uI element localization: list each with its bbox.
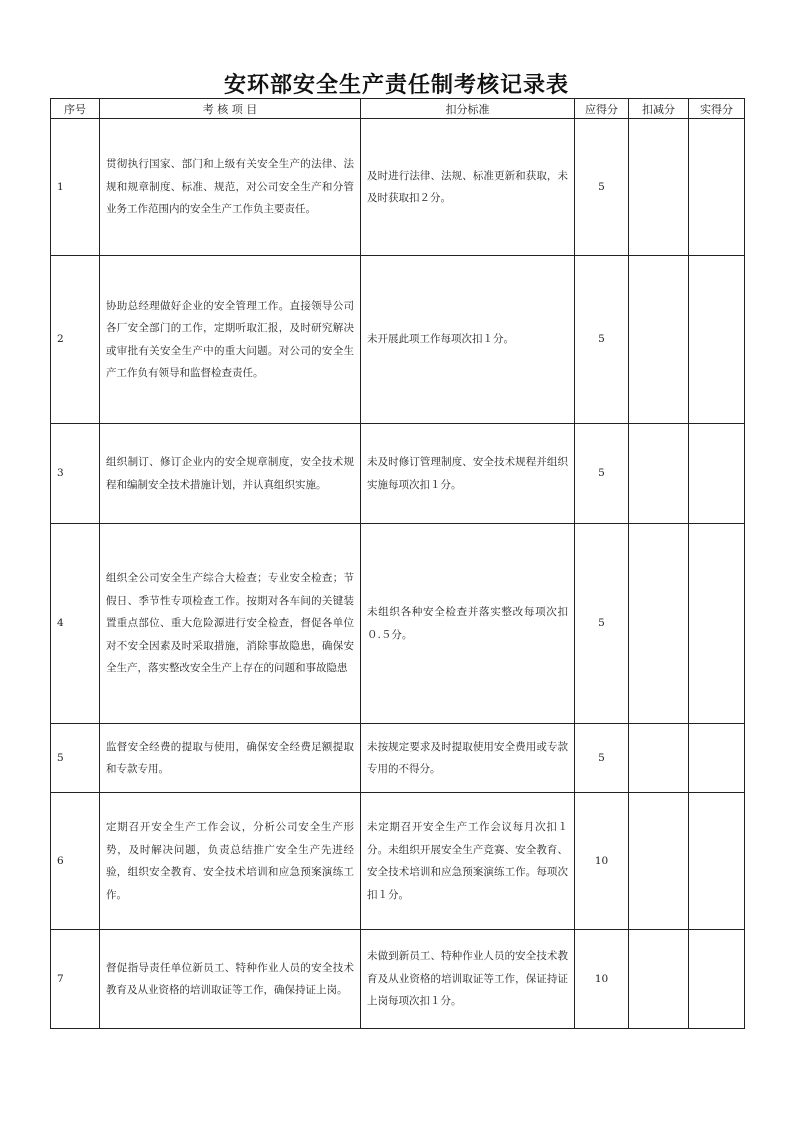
row-deduct <box>629 793 689 930</box>
header-item: 考 核 项 目 <box>100 99 361 119</box>
row-no: 6 <box>51 793 100 930</box>
row-score: 5 <box>575 256 629 424</box>
row-deduct <box>629 424 689 524</box>
row-actual <box>689 793 745 930</box>
row-deduct <box>629 119 689 256</box>
row-deduct <box>629 256 689 424</box>
table-row <box>51 930 745 1029</box>
row-score: 5 <box>575 524 629 724</box>
row-actual <box>689 119 745 256</box>
row-standard: 未及时修订管理制度、安全技术规程并组织实施每项次扣１分。 <box>361 424 575 524</box>
header-actual: 实得分 <box>689 99 745 119</box>
row-deduct <box>629 524 689 724</box>
row-actual <box>689 930 745 1029</box>
row-actual <box>689 256 745 424</box>
row-item: 贯彻执行国家、部门和上级有关安全生产的法律、法规和规章制度、标准、规范，对公司安全生产和分管业务工作范围内的安全生产工作负主要责任。 <box>100 119 361 256</box>
row-item: 协助总经理做好企业的安全管理工作。直接领导公司各厂安全部门的工作，定期听取汇报，及时研究解决或审批有关安全生产中的重大问题。对公司的安全生产工作负有领导和监督检查责任。 <box>100 256 361 424</box>
row-deduct <box>629 724 689 793</box>
header-score: 应得分 <box>575 99 629 119</box>
row-item: 组织制订、修订企业内的安全规章制度，安全技术规程和编制安全技术措施计划，并认真组织实施。 <box>100 424 361 524</box>
row-no: 1 <box>51 119 100 256</box>
table-row <box>51 424 745 524</box>
assessment-table <box>50 98 745 1029</box>
row-actual <box>689 424 745 524</box>
row-item: 督促指导责任单位新员工、特种作业人员的安全技术教育及从业资格的培训取证等工作，确保持证上岗。 <box>100 930 361 1029</box>
row-item: 监督安全经费的提取与使用，确保安全经费足额提取和专款专用。 <box>100 724 361 793</box>
row-no: 2 <box>51 256 100 424</box>
table-row <box>51 119 745 256</box>
row-no: 3 <box>51 424 100 524</box>
table-row <box>51 256 745 424</box>
table-row <box>51 724 745 793</box>
row-score: 5 <box>575 119 629 256</box>
row-actual <box>689 724 745 793</box>
row-standard: 未按规定要求及时提取使用安全费用或专款专用的不得分。 <box>361 724 575 793</box>
row-no: 5 <box>51 724 100 793</box>
row-score: 10 <box>575 793 629 930</box>
row-standard: 未做到新员工、特种作业人员的安全技术教育及从业资格的培训取证等工作，保证持证上岗每项次扣１分。 <box>361 930 575 1029</box>
row-standard: 未组织各种安全检查并落实整改每项次扣０.５分。 <box>361 524 575 724</box>
row-standard: 及时进行法律、法规、标准更新和获取，未及时获取扣２分。 <box>361 119 575 256</box>
page-title: 安环部安全生产责任制考核记录表 <box>223 72 569 98</box>
table-row <box>51 793 745 930</box>
row-item: 组织全公司安全生产综合大检查；专业安全检查；节假日、季节性专项检查工作。按期对各车间的关键装置重点部位、重大危险源进行安全检查，督促各单位对不安全因素及时采取措施，消除事故隐患，确保安全生产，落实整改安全生产上存在的问题和事故隐患 <box>100 524 361 724</box>
table-header-row <box>51 99 745 119</box>
row-no: 4 <box>51 524 100 724</box>
header-standard: 扣分标准 <box>361 99 575 119</box>
header-no: 序号 <box>51 99 100 119</box>
header-deduct: 扣减分 <box>629 99 689 119</box>
table-row <box>51 524 745 724</box>
row-item: 定期召开安全生产工作会议，分析公司安全生产形势，及时解决问题，负责总结推广安全生产先进经验，组织安全教育、安全技术培训和应急预案演练工作。 <box>100 793 361 930</box>
row-score: 5 <box>575 724 629 793</box>
row-actual <box>689 524 745 724</box>
row-standard: 未开展此项工作每项次扣１分。 <box>361 256 575 424</box>
row-deduct <box>629 930 689 1029</box>
row-standard: 未定期召开安全生产工作会议每月次扣１分。未组织开展安全生产竞赛、安全教育、安全技术培训和应急预案演练工作。每项次扣１分。 <box>361 793 575 930</box>
row-score: 5 <box>575 424 629 524</box>
row-score: 10 <box>575 930 629 1029</box>
row-no: 7 <box>51 930 100 1029</box>
